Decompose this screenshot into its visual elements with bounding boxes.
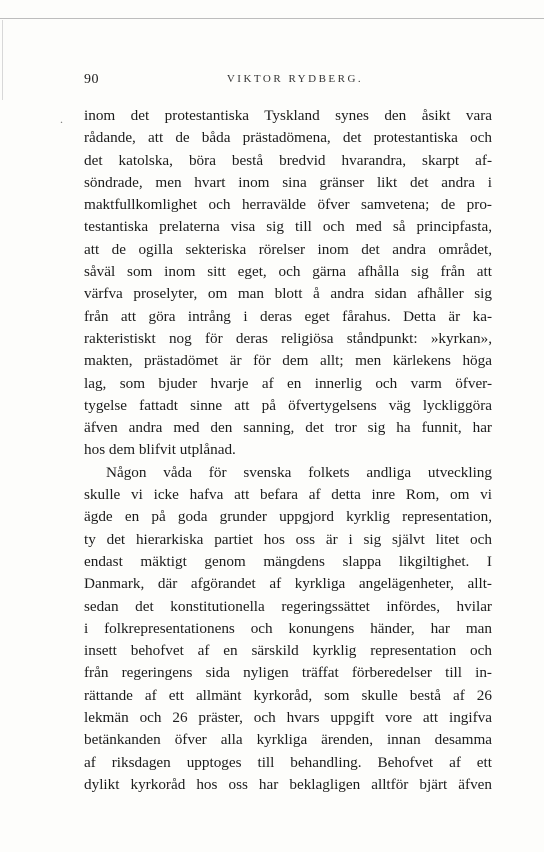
text-line: det katolska, böra bestå bredvid hvarandra, skarpt af- [84, 151, 492, 169]
text-line: värfva proselyter, om man blott å andra sidan afhåller sig [84, 285, 492, 303]
body-text [84, 105, 492, 796]
text-line: skulle vi icke hafva att befara af detta inre Rom, om vi [84, 486, 492, 504]
text-line: i folkrepresentationens och konungens händer, har man [84, 619, 492, 637]
text-line: att de ogilla sekteriska rörelser inom det andra området, [84, 240, 492, 258]
text-line: insett behofvet af en särskild kyrklig representation och [84, 642, 492, 660]
text-line: dylikt kyrkoråd hos oss har beklagligen alltför bjärt äfven [84, 775, 492, 793]
text-line: tygelse fattadt sinne att på öfvertygelsens väg lyckliggöra [84, 396, 492, 414]
text-line: betänkanden öfver alla kyrkliga ärenden, innan desamma [84, 731, 492, 749]
text-line: söndrade, men hvart inom sina gränser likt det andra i [84, 173, 492, 191]
text-line: Danmark, där afgörandet af kyrkliga angelägenheter, allt- [84, 575, 492, 593]
margin-mark: . [60, 112, 63, 126]
page-left-edge [2, 20, 3, 100]
text-line: rättande af ett allmänt kyrkoråd, som skulle bestå af 26 [84, 686, 492, 704]
text-line: från regeringens sida nyligen träffat förberedelser till in- [84, 664, 492, 682]
text-line: från att göra intrång i deras eget fårahus. Detta är ka- [84, 307, 492, 325]
text-line: ägde en på goda grunder uppgjord kyrklig representation, [84, 508, 492, 526]
text-line: hos dem blifvit utplånad. [84, 441, 236, 459]
page-header [84, 72, 492, 92]
text-line: lekmän och 26 präster, och hvars uppgift vore att ingifva [84, 709, 492, 727]
text-line: lag, som bjuder hvarje af en innerlig och varm öfver- [84, 374, 492, 392]
running-head: VIKTOR RYDBERG. [226, 73, 364, 85]
text-line: rakteristiskt nog för deras religiösa ståndpunkt: »kyrkan», [84, 329, 492, 347]
page-top-edge [0, 18, 544, 19]
text-line: såväl som inom sitt eget, och gärna afhålla sig från att [84, 263, 492, 281]
paragraph-2 [84, 462, 492, 796]
text-line: af riksdagen upptoges till behandling. Behofvet af ett [84, 753, 492, 771]
text-line: endast mäktigt genom mängdens slappa likgiltighet. I [84, 552, 492, 570]
text-line: makten, prästadömet är för dem allt; men kärlekens höga [84, 352, 492, 370]
text-line: inom det protestantiska Tyskland synes den åsikt vara [84, 107, 492, 124]
text-line: rådande, att de båda prästadömena, det protestantiska och [84, 129, 492, 147]
text-line: ty det hierarkiska partiet hos oss är i sig självt litet och [84, 530, 492, 548]
text-line: sedan det konstitutionella regeringssättet infördes, hvilar [84, 597, 492, 615]
text-line: äfven andra med den sanning, det tror sig ha funnit, har [84, 419, 492, 437]
page-number: 90 [84, 72, 99, 87]
paragraph-1 [84, 105, 492, 462]
text-line: maktfullkomlighet och herravälde öfver samvetena; de pro- [84, 196, 492, 214]
text-line: Någon våda för svenska folkets andliga utveckling [106, 463, 492, 481]
text-line: testantiska prelaterna visa sig till och med så principfasta, [84, 218, 492, 236]
